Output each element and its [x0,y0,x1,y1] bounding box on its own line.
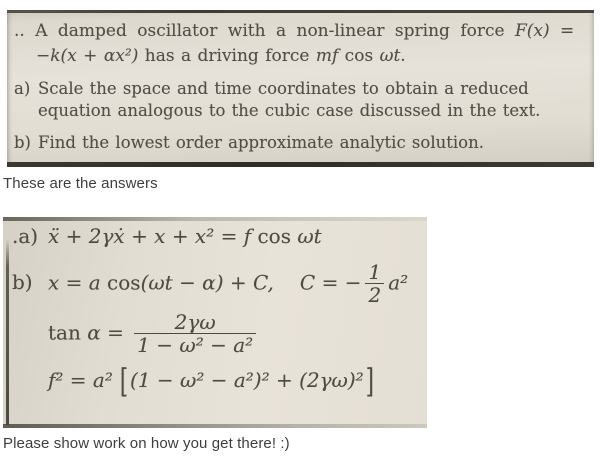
problem-item-b-label: b) [14,133,31,153]
answer-item-b [3,261,427,307]
answers-text-block [3,217,427,400]
answer-item-a-label: .a) [12,224,39,248]
problem-item-b-text: Find the lowest order approximate analytic solution. [38,133,484,153]
problem-item-a-label: a) [14,79,31,99]
problem-text-block [7,10,594,154]
answers-scan [3,217,427,428]
problem-item-a-text: Scale the space and time coordinates to obtain a reduced equation analogous to the cubic case discussed in the text. [38,79,541,120]
answer-equation-tan: tan α = $\frac{2\gamma\omega}{\text{1 − ω² − a²}}$ [48,311,260,357]
answer-equation-tan-row [3,311,427,357]
problem-statement-line2: −k(x + αx²) has a driving force mf cos ωt. [36,46,406,67]
answer-equation-f2: f² = a² [ (1 − ω² − a²)² + (2γω)²] [48,362,374,400]
problem-item-a [14,78,586,121]
request-caption: Please show work on how you get there! :) [3,435,290,452]
problem-item-b [14,132,586,153]
answers-caption: These are the answers [3,175,158,192]
answer-item-b-label: b) [12,270,33,295]
answer-equation-b: x = a cos(ωt − α) + C, C = − $\frac{1}{2}$ a² [48,260,409,308]
answer-equation-a: ẍ + 2γẋ + x + x² = f cos ωt [48,224,322,248]
answer-equation-f2-row [3,362,427,400]
problem-statement-line1: .. A damped oscillator with a non-linear spring force F(x) = [14,21,575,41]
problem-scan [7,10,594,167]
answer-item-a [3,224,427,248]
